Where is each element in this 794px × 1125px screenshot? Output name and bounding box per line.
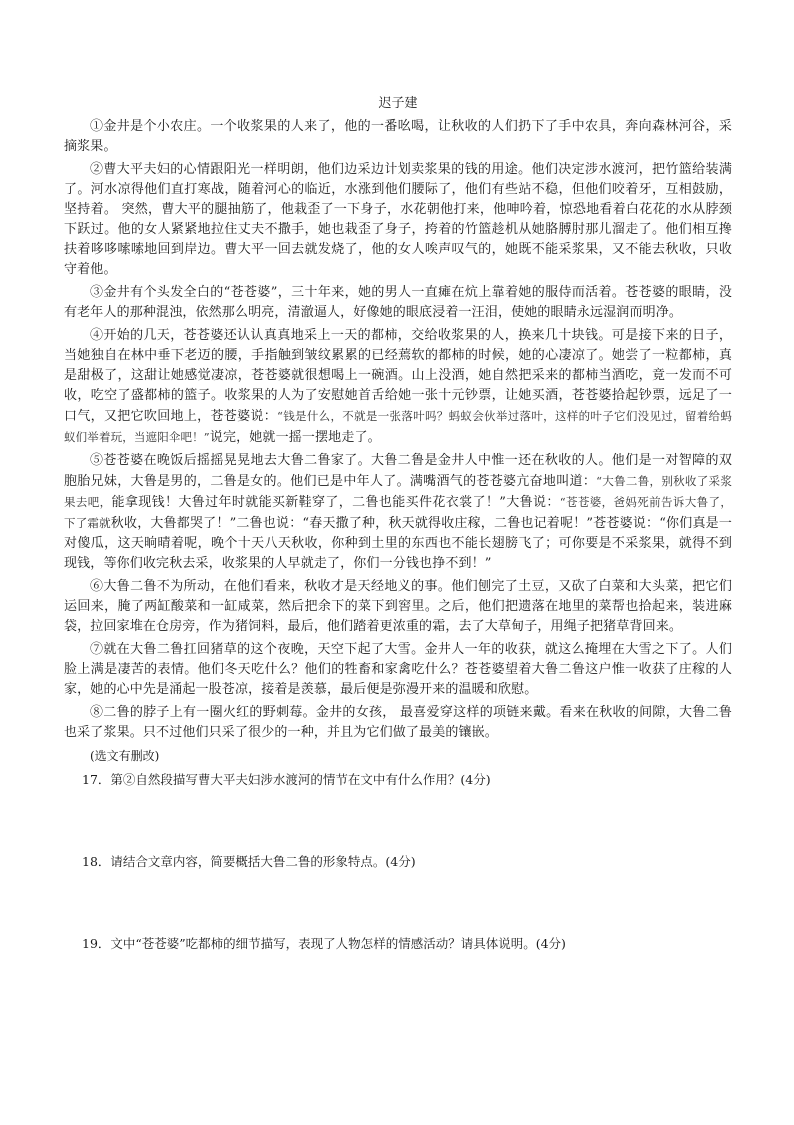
paragraph-1 — [64, 117, 732, 157]
paragraph-1-text: ①金井是个小农庄。一个收浆果的人来了，他的一番吆喝，让秋收的人们扔下了手中农具，奔向森林河谷，采摘浆果。 — [64, 119, 732, 154]
paragraph-4-tail: 说完，她就一摇一摆地走了。 — [209, 430, 381, 445]
edit-note: (选文有删改) — [90, 749, 160, 763]
paragraph-5-tail2: 秋收，大鲁都哭了！”二鲁也说：“春天撒了种，秋天就得收庄稼，二鲁也记着呢！”苍苍婆说：“你们真是一对傻瓜，这天晌晴着呢，晚个十天八天秋收，你种到土里的东西也不能长翅膀飞了；可你要是不采浆果，就得不到现钱，等你们收完秋去采，收浆果的人早就走了，你们一分钱也挣不到！” — [64, 516, 732, 571]
paragraph-5-text: ⑤苍苍婆在晚饭后摇摇晃晃地去大鲁二鲁家了。大鲁二鲁是金井人中惟一还在秋收的人。他们是一对智障的双胞胎兄妹，大鲁是男的，二鲁是女的。他们已是中年人了。满嘴酒气的苍苍婆亢奋地叫道： — [64, 453, 732, 489]
question-19: 19．文中“苍苍婆”吃都柿的细节描写，表现了人物怎样的情感活动？请具体说明。(4分) — [82, 936, 566, 951]
paragraph-5-tail: 能拿现钱！大鲁过年时就能买新鞋穿了，二鲁也能买件花衣裳了！”大鲁说： — [111, 495, 560, 510]
paragraph-5-quote2: “苍苍婆，爸妈死前告诉大鲁了，下了霜就 — [64, 495, 732, 530]
paragraph-4-quote: “钱是什么，不就是一张落叶吗？蚂蚁会伙举过落叶，这样的叶子它们没见过，留着给蚂蚁们举着玩，当遮阳伞吧！” — [64, 409, 732, 444]
question-17: 17．第②自然段描写曹大平夫妇涉水渡河的情节在文中有什么作用？(4分) — [82, 772, 491, 787]
paragraph-8-text: ⑧二鲁的脖子上有一圈火红的野刺莓。金井的女孩， 最喜爱穿这样的项链来戴。看来在秋收的间隙，大鲁二鲁也采了浆果。只不过他们只采了很少的一种，并且为它们做了最美的镶嵌。 — [64, 705, 732, 740]
paragraph-4-text: ④开始的几天，苍苍婆还认认真真地采上一天的都柿，交给收浆果的人，换来几十块钱。可是接下来的日子，当她独自在林中垂下老迈的腰，手指触到皱纹累累的已经蔫软的都柿的时候，她的心凄凉了。她尝了一粒都柿，真是甜极了，这甜让她感觉凄凉，苍苍婆就很想喝上一碗酒。山上没酒，她自然把采来的都柿当酒吃，竟一发而不可收，吃空了盛都柿的篮子。收浆果的人为了安慰她首舌给她一张十元钞票，让她买酒，苍苍婆拾起钞票，远足了一口气，又把它吹回地上，苍苍婆说： — [64, 328, 732, 424]
document-page — [64, 94, 732, 954]
paragraph-6-text: ⑥大鲁二鲁不为所动，在他们看来，秋收才是天经地义的事。他们刨完了土豆，又砍了白菜和大头菜，把它们运回来，腌了两缸酸菜和一缸咸菜，然后把余下的菜下到窖里。之后，他们把遗落在地里的菜帮也拾起来，装进麻袋，拉回家堆在仓房旁，作为猪饲料，最后，他们踏着更浓重的霜，去了大草甸子，用绳子把猪草背回来。 — [64, 579, 732, 634]
paragraph-6 — [64, 577, 732, 637]
author-name: 迟子建 — [378, 96, 418, 111]
paragraph-5-quote: “大鲁二鲁，别秋收了采浆果去吧， — [64, 474, 732, 509]
paragraph-3 — [64, 283, 732, 323]
paragraph-2-text: ②曹大平夫妇的心情跟阳光一样明朗，他们边采边计划卖浆果的钱的用途。他们决定涉水渡河，把竹篮给装满了。河水凉得他们直打寒战，随着河心的临近，水涨到他们腰际了，他们有些站不稳，但他们咬着牙，互相鼓励，坚持着。 突然，曹大平的腿抽筋了，他栽歪了一下身子，水花朝他打来，他呻吟着，惊恐地看着白花花的水从脖颈下跃过。他的女人紧紧地拉住丈夫不撒手，她也栽歪了身子，挎着的竹篮趁机从她胳膊肘那儿溜走了。他们相互搀扶着哆哆嗦嗦地回到岸边。曹大平一回去就发烧了，他的女人唉声叹气的，她既不能采浆果，又不能去秋收，只收守着他。 — [64, 162, 732, 277]
paragraph-8 — [64, 703, 732, 743]
paragraph-3-text: ③金井有个头发全白的“苍苍婆”，三十年来，她的男人一直瘫在炕上靠着她的服侍而活着。苍苍婆的眼睛，没有老年人的那种混浊，依然那么明亮，清澈逼人，好像她的眼底浸着一汪泪，使她的眼睛永远湿润而明净。 — [64, 285, 732, 320]
paragraph-7 — [64, 640, 732, 700]
paragraph-4 — [64, 326, 732, 448]
paragraph-5 — [64, 451, 732, 574]
question-18: 18．请结合文章内容，简要概括大鲁二鲁的形象特点。(4分) — [82, 854, 416, 869]
paragraph-7-text: ⑦就在大鲁二鲁扛回猪草的这个夜晚，天空下起了大雪。金井人一年的收获，就这么掩埋在大雪之下了。人们脸上满是凄苦的表情。他们冬天吃什么？他们的牲畜和家禽吃什么？苍苍婆望着大鲁二鲁这户惟一收获了庄稼的人家，她的心中先是涌起一股苍凉，接着是羡慕，最后便是弥漫开来的温暖和欣慰。 — [64, 642, 732, 697]
paragraph-2 — [64, 160, 732, 280]
